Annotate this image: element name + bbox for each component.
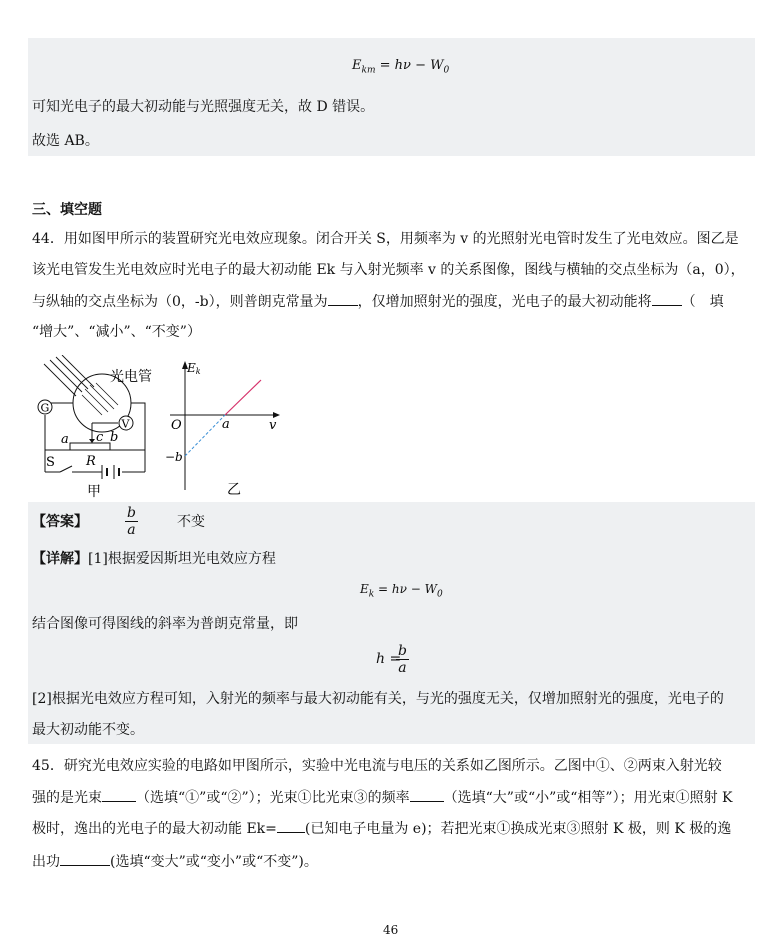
figure-graph xyxy=(165,355,285,500)
rheostat xyxy=(70,443,110,450)
top-line-1: 可知光电子的最大初动能与光照强度无关，故 D 错误。 xyxy=(32,99,375,115)
answer-tag: 【答案】 xyxy=(32,514,88,530)
battery-icon xyxy=(102,465,119,479)
label-a: a xyxy=(61,432,69,447)
detail-line-4: 最大初动能不变。 xyxy=(32,722,144,738)
q44-line-3b: ，仅增加照射光的强度，光电子的最大初动能将 xyxy=(357,294,652,310)
light-rays xyxy=(44,355,94,396)
q45-line-1: 45．研究光电效应实验的电路如甲图所示，实验中光电流与电压的关系如乙图所示。乙图中①、②两束入射光较 xyxy=(32,758,722,774)
label-V: V xyxy=(121,417,130,431)
label-tube: 光电管 xyxy=(110,369,152,385)
q44-line-4: “增大”、“减小”、“不变”） xyxy=(32,324,201,340)
formula-h-fraction: $\frac{b}{a}$ xyxy=(398,643,407,676)
q44-line-2: 该光电管发生光电效应时光电子的最大初动能 Ek 与入射光频率 v 的关系图像，图线与横轴的交点坐标为（a，0）， xyxy=(32,262,745,278)
page-number: 46 xyxy=(383,923,399,937)
formula-ek: $E_k = h\nu - W_0$ xyxy=(360,582,443,600)
formula-ekm: $E_{km} = h\nu - W_0$ xyxy=(352,58,450,76)
y-intercept-label: −b xyxy=(165,450,183,464)
detail-line-2: 结合图像可得图线的斜率为普朗克常量，即 xyxy=(32,616,298,632)
x-axis-label: v xyxy=(269,418,277,433)
origin-label: O xyxy=(171,418,182,433)
formula-h: h = xyxy=(376,651,402,667)
q45-line-4: 出功 (选填“变大”或“变小”或“不变”)。 xyxy=(32,851,318,872)
y-axis-label: Ek xyxy=(187,361,201,376)
switch xyxy=(60,466,72,472)
q44-blank-2[interactable] xyxy=(652,291,682,306)
caption-jia: 甲 xyxy=(87,484,101,500)
q45-blank-4[interactable] xyxy=(60,851,110,866)
answer-row xyxy=(32,512,88,532)
q44-line-3a: 与纵轴的交点坐标为（0，-b），则普朗克常量为 xyxy=(32,294,328,310)
graph-extension-dashed xyxy=(185,415,225,456)
figure-circuit xyxy=(30,355,160,500)
q44-line-1: 44．用如图甲所示的装置研究光电效应现象。闭合开关 S，用频率为 v 的光照射光电管时发生了光电效应。图乙是 xyxy=(32,231,739,247)
label-c: c xyxy=(96,430,104,445)
section-title: 三、填空题 xyxy=(32,202,102,218)
q44-blank-1[interactable] xyxy=(328,291,358,306)
label-R: R xyxy=(86,454,96,469)
q45-line-3: 极时，逸出的光电子的最大初动能 Ek= (已知电子电量为 e)；若把光束①换成光束③照射 K 极，则 K 极的逸 xyxy=(32,818,731,839)
detail-line-3: [2]根据光电效应方程可知，入射光的频率与最大初动能有关，与光的强度无关，仅增加照射光的强度，光电子的 xyxy=(32,691,724,707)
answer-fraction: $\frac{b}{a}$ xyxy=(127,505,136,538)
q44-line-3 xyxy=(32,291,724,312)
label-S: S xyxy=(46,455,55,470)
q45-blank-3[interactable] xyxy=(277,818,305,833)
graph-line xyxy=(225,380,261,415)
q44-line-3c: （ 填 xyxy=(681,294,724,310)
label-G: G xyxy=(40,401,50,415)
caption-yi: 乙 xyxy=(227,482,241,498)
label-b: b xyxy=(110,430,119,445)
answer-second: 不变 xyxy=(177,514,205,530)
top-line-2: 故选 AB。 xyxy=(32,133,99,149)
x-intercept-label: a xyxy=(222,417,230,432)
detail-line-1: 【详解】[1]根据爱因斯坦光电效应方程 xyxy=(32,551,276,567)
q45-blank-2[interactable] xyxy=(410,787,444,802)
q45-blank-1[interactable] xyxy=(102,787,136,802)
q45-line-2: 强的是光束 （选填“①”或“②”）；光束①比光束③的频率 （选填“大”或“小”或“相等”）；用光束①照射 K xyxy=(32,787,733,808)
